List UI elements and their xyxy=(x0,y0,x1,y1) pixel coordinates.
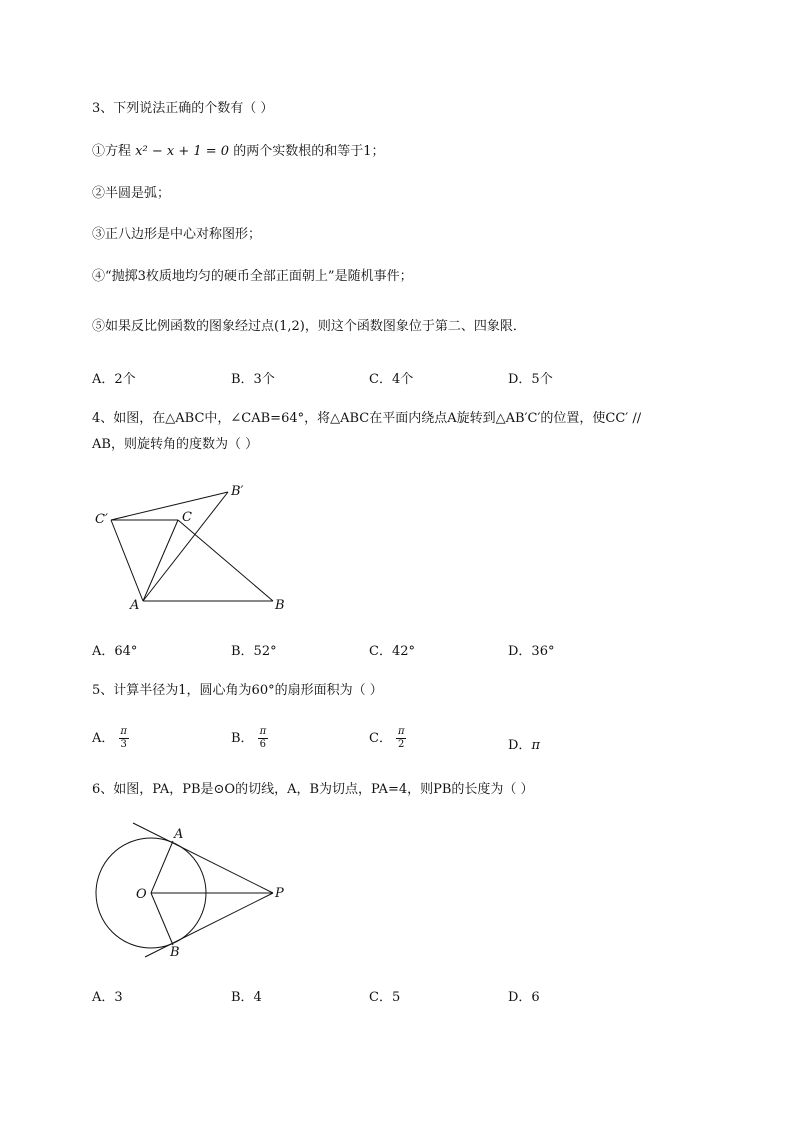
segment-c-prime-b-prime xyxy=(111,492,228,520)
label-c-prime: C′ xyxy=(95,512,108,527)
q5-option-c-denominator: 2 xyxy=(398,739,405,750)
segment-c-b xyxy=(178,520,273,601)
q6-tangent-figure xyxy=(85,820,295,965)
q3-s5-prefix: ⑤如果反比例函数的图象经过点 xyxy=(92,319,275,334)
q3-statement-3: ③正八边形是中心对称图形； xyxy=(92,227,262,242)
q4-option-a[interactable]: A．64° xyxy=(92,644,138,659)
q4-rotation-figure xyxy=(85,475,305,620)
q6-options xyxy=(92,986,652,1008)
label-b: B xyxy=(275,598,285,613)
label-c: C xyxy=(182,510,192,525)
q3-option-c[interactable]: C．4个 xyxy=(369,372,414,387)
label-a: A xyxy=(174,827,184,842)
q5-option-b-letter: B． xyxy=(231,731,254,746)
q4-option-d[interactable]: D．36° xyxy=(508,644,555,659)
q4-rotation-diagram xyxy=(85,475,305,620)
q3-options xyxy=(92,368,652,390)
q4-stem-line-1: 4、如图，在△ABC中，∠CAB=64°，将△ABC在平面内绕点A旋转到△AB′C′的位置，使CC′ // xyxy=(92,411,642,426)
q5-option-c-letter: C． xyxy=(369,731,392,746)
q5-option-b-numerator: π xyxy=(259,726,267,737)
q5-option-a[interactable] xyxy=(92,726,129,751)
label-a: A xyxy=(130,598,140,613)
q4-options xyxy=(92,640,652,662)
q3-s1-prefix: ①方程 xyxy=(92,144,132,159)
tangent-line-pa xyxy=(133,823,273,893)
q3-statement-2: ②半圆是弧； xyxy=(92,186,171,201)
segment-a-b-prime xyxy=(143,492,228,601)
q5-option-a-fraction xyxy=(118,726,129,751)
label-b: B xyxy=(170,945,180,960)
q5-option-b-denominator: 6 xyxy=(259,739,267,750)
segment-c-prime-a xyxy=(111,520,143,601)
q6-option-b[interactable]: B．4 xyxy=(231,990,262,1005)
q5-option-d-pi: π xyxy=(531,738,540,753)
segment-a-c xyxy=(143,520,178,601)
q5-stem: 5、计算半径为1，圆心角为60°的扇形面积为（ ） xyxy=(92,683,383,698)
q3-statement-4: ④“抛掷3枚质地均匀的硬币全部正面朝上”是随机事件； xyxy=(92,269,413,284)
q6-option-c[interactable]: C．5 xyxy=(369,990,401,1005)
q5-option-d-letter: D． xyxy=(508,738,532,753)
q3-s1-suffix: 的两个实数根的和等于1； xyxy=(233,144,385,159)
q6-stem: 6、如图，PA，PB是⊙O的切线，A，B为切点，PA=4，则PB的长度为（ ） xyxy=(92,782,534,797)
q4-option-b[interactable]: B．52° xyxy=(231,644,277,659)
q3-statement-1 xyxy=(92,143,384,161)
q3-s1-equation: x² − x + 1 = 0 xyxy=(135,144,230,159)
q4-stem-line-2: AB，则旋转角的度数为（ ） xyxy=(92,437,259,452)
q3-option-a[interactable]: A．2个 xyxy=(92,372,136,387)
q5-option-b-fraction xyxy=(258,726,269,751)
q4-option-c[interactable]: C．42° xyxy=(369,644,415,659)
q5-option-a-denominator: 3 xyxy=(120,739,127,750)
q3-statement-5 xyxy=(92,318,526,336)
segment-o-a xyxy=(151,841,173,893)
q3-s5-point: (1,2) xyxy=(274,319,305,334)
segment-o-b xyxy=(151,893,173,945)
q3-s5-suffix: ，则这个函数图象位于第二、四象限． xyxy=(304,319,526,334)
q6-option-d[interactable]: D．6 xyxy=(508,990,540,1005)
q5-option-c-fraction xyxy=(396,726,407,751)
q5-option-c[interactable] xyxy=(369,726,407,751)
q5-options xyxy=(92,726,652,760)
q6-option-a[interactable]: A．3 xyxy=(92,990,123,1005)
q5-option-c-numerator: π xyxy=(397,726,405,737)
q6-tangent-diagram xyxy=(85,820,295,965)
q3-stem: 3、下列说法正确的个数有（ ） xyxy=(92,101,274,116)
label-o: O xyxy=(136,887,147,902)
q5-option-a-numerator: π xyxy=(120,726,127,737)
label-p: P xyxy=(275,886,284,901)
q5-option-b[interactable] xyxy=(231,726,268,751)
q5-option-d[interactable] xyxy=(508,734,540,753)
q3-option-d[interactable]: D．5个 xyxy=(508,372,553,387)
q5-option-a-letter: A． xyxy=(92,731,115,746)
label-b-prime: B′ xyxy=(231,484,244,499)
q3-option-b[interactable]: B．3个 xyxy=(231,372,275,387)
